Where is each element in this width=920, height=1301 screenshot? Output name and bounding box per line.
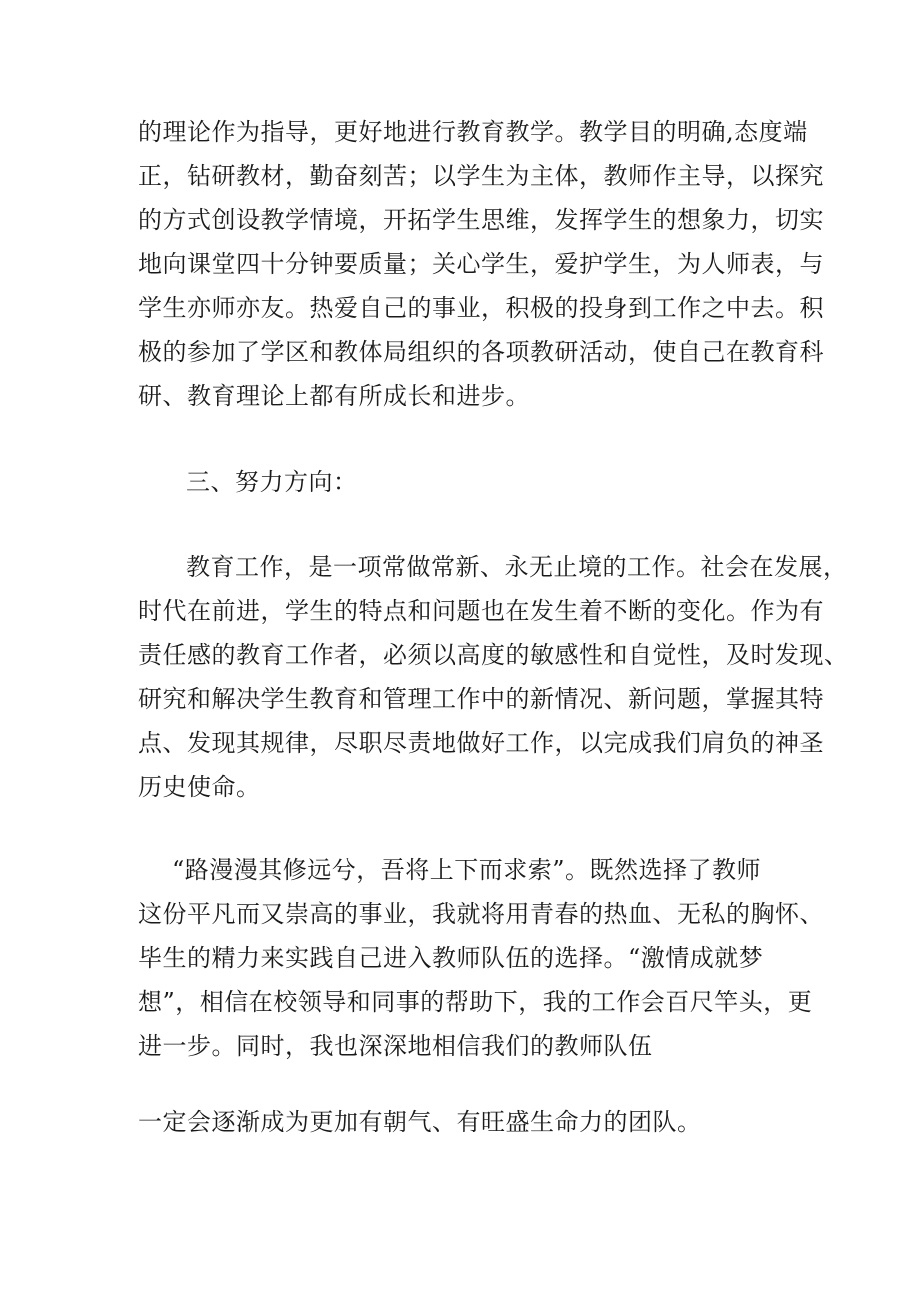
paragraph-2-line-4: 研究和解决学生教育和管理工作中的新情况、新问题，掌握其特 [138, 685, 824, 713]
paragraph-4-line-1: 一定会逐渐成为更加有朝气、有旺盛生命力的团队。 [138, 1108, 702, 1136]
section-heading: 三、努力方向： [186, 468, 358, 496]
paragraph-3-line-5: 进一步。同时，我也深深地相信我们的教师队伍 [138, 1032, 653, 1060]
paragraph-3-line-4: 想”，相信在校领导和同事的帮助下，我的工作会百尺竿头，更 [138, 988, 813, 1016]
paragraph-2-line-3: 责任感的教育工作者，必须以高度的敏感性和自觉性，及时发现、 [138, 641, 849, 669]
paragraph-1-line-3: 的方式创设教学情境，开拓学生思维，发挥学生的想象力，切实 [138, 206, 824, 234]
paragraph-2-line-1: 教育工作，是一项常做常新、永无止境的工作。社会在发展， [186, 553, 848, 581]
paragraph-3-line-3: 毕生的精力来实践自己进入教师队伍的选择。“激情成就梦 [138, 944, 764, 972]
paragraph-1-line-7: 研、教育理论上都有所成长和进步。 [138, 382, 530, 410]
paragraph-2-line-5: 点、发现其规律，尽职尽责地做好工作，以完成我们肩负的神圣 [138, 729, 824, 757]
paragraph-1-line-2: 正，钻研教材，勤奋刻苦；以学生为主体，教师作主导，以探究 [138, 162, 824, 190]
paragraph-2-line-2: 时代在前进，学生的特点和问题也在发生着不断的变化。作为有 [138, 597, 824, 625]
paragraph-1-line-4: 地向课堂四十分钟要质量；关心学生，爱护学生，为人师表，与 [138, 250, 824, 278]
paragraph-1-line-1: 的理论作为指导，更好地进行教育教学。教学目的明确,态度端 [138, 118, 808, 146]
paragraph-3-line-2: 这份平凡而又崇高的事业，我就将用青春的热血、无私的胸怀、 [138, 900, 824, 928]
paragraph-3-line-1: “路漫漫其修远兮，吾将上下而求索”。既然选择了教师 [172, 856, 762, 884]
paragraph-2-line-6: 历史使命。 [138, 773, 261, 801]
paragraph-1-line-5: 学生亦师亦友。热爱自己的事业，积极的投身到工作之中去。积 [138, 294, 824, 322]
paragraph-1-line-6: 极的参加了学区和教体局组织的各项教研活动，使自己在教育科 [138, 338, 824, 366]
